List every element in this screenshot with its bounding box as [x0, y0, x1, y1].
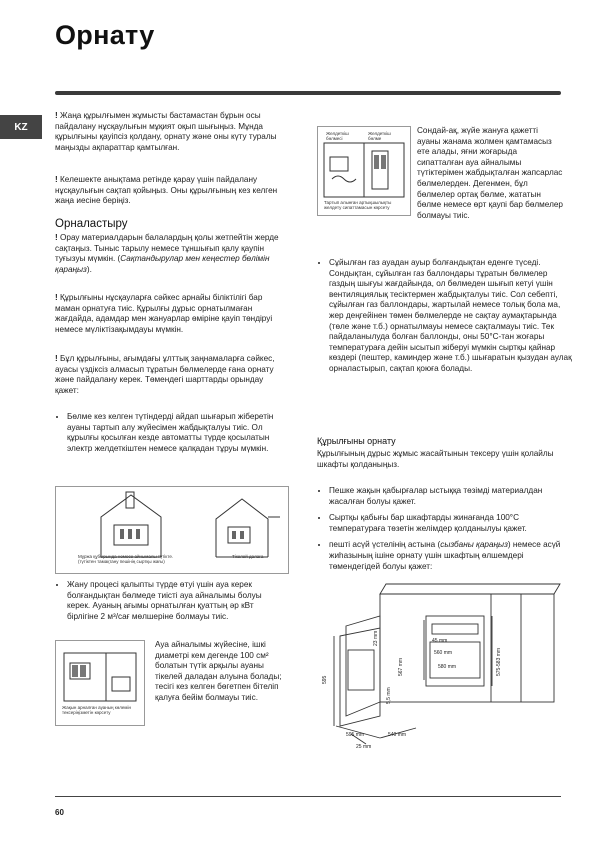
warning-mark: ! — [55, 175, 58, 184]
footer-divider — [55, 796, 561, 797]
installing-intro: Құрылғының дұрыс жұмыс жасайтынын тексеру үшін қолайлы шкафты қолданыңыз. — [317, 449, 554, 469]
intro-text: Жаңа құрылғымен жұмысты бастамастан бұрын осы пайдалану нұсқаулығын мұқият оқып шығыңыз. Мұнда құрылғыны қауіпсіз қолдану, орнату және оны күту туралы маңызды ақпараттар қамтылған. — [55, 111, 277, 152]
dim-5-5: 5,5 mm — [386, 687, 392, 704]
dim-23: 23 mm — [373, 630, 379, 646]
installer-paragraph — [55, 293, 287, 335]
warning-mark: ! — [55, 233, 58, 242]
dim-25: 25 mm — [356, 744, 372, 748]
warning-mark: ! — [55, 293, 58, 302]
title-divider — [55, 91, 561, 95]
list-item: • Сұйылған газ ауадан ауыр болғандықтан еденге түседі. Сондықтан, сұйылған газ баллондары тұратын бөлмелер газдың шығуы жағдайында, ол бөлмеден шығып кетуі үшін вентиляциялық тесіктермен жабдықталуы тиіс. Сол себепті, сұйылған газ баллондары, жартылай немесе толық бола ма, жер деңгейінен төмен бөлмелерде не сақтау аумақтарында (төле және т.б.) орнатылмауы немесе сақталмауы тиіс. Тек пайдаланылуда болған баллонды, оны 50°С-тан жоғары температураға дейін ысытып жіберуі мүмкін сыртқы қайнар көздері (пештер, каминдер және т.б.) шығаратын қызудан аулақ орналастырып, сақтап қоюға болады. — [329, 258, 573, 375]
dim-567: 567 mm — [398, 657, 404, 676]
list-item: • Жану процесі қалыпты түрде өтуі үшін ауа керек болғандықтан бөлмеде тиісті ауа айналымы болуы керек. Ауаның ағымы орнатылған қуаттың әр кВт бірлігіне 2 м³/сағ мөлшеріне болмауы тиіс. — [67, 580, 287, 622]
keep-manual-paragraph — [55, 175, 287, 207]
packaging-ref: Сақтандырулар мен кеңестер бөлімін қараңыз — [55, 254, 270, 274]
warning-mark: ! — [55, 354, 58, 363]
page-title: Орнату — [55, 20, 155, 50]
packaging-text-end: ). — [86, 264, 92, 274]
installing-list — [317, 486, 573, 578]
lpg-list — [317, 258, 573, 381]
dim-540: 540 mm — [388, 732, 407, 738]
bullet-ref: сызбаны қараңыз — [440, 540, 508, 550]
dim-575: 575-583 mm — [496, 647, 502, 676]
figure-extraction — [55, 486, 289, 574]
packaging-text: Орау материалдарын балалардың қолы жетпейтін жерде сақтаңыз. Тыныс тарылу немесе тұншығып қалу қаупін туғызуы мүмкін. ( — [55, 233, 279, 264]
language-tab: KZ — [0, 115, 42, 139]
label-right-room: Желдеткіш бөлме — [368, 131, 391, 141]
cabinet-dimension-diagram — [316, 576, 564, 748]
figure-air-inlet — [55, 640, 145, 726]
list-item: • Сыртқы қабығы бар шкафтарды жинағанда 100°С температураға төзетін желімдер қолданылуы қажет. — [329, 513, 573, 534]
figure-caption-direct: Тікелей далаға — [232, 554, 264, 559]
adjacent-text: Сондай-ақ, жүйе жануға қажетті ауаны жанама жолмен қамтамасыз ете алады, яғни жоғарыда сипатталған ауа айналымы түтіктерімен жабдықталған жапсарлас бөлмелерден. Дегенмен, бұл бөлмелер ортақ бөлме, жататын бөлме немесе өрт қаупі бар бөлмелер болмауы тиіс. — [417, 126, 563, 220]
label-left-room: Желдеткіш бөлмесі — [326, 131, 349, 141]
installing-heading: Құрылғыны орнату — [317, 436, 396, 446]
air-duct-paragraph: Ауа айналымы жүйесіне, ішкі диаметрі кем дегенде 100 см² болатын түтік арқылы ауаны тікелей даладан алуына болады; тесігі кез келген бөгетпен бітеліп қалуға бейім болмауы тиіс. — [155, 640, 282, 702]
dim-45: 45 mm — [432, 638, 448, 644]
page-number: 60 — [55, 808, 64, 817]
figure-caption-adjacent: Тартып алынған артықшылықты желдету сипаттамасын көрсету — [324, 200, 392, 210]
dim-595-v: 595 — [322, 675, 328, 684]
figure-caption-chimney: Мұржа құбырында немесе айнымалы түтікте. (түтіктен тамақтану пешінің сыртқы жағы) — [78, 554, 174, 564]
intro-paragraph — [55, 111, 287, 153]
list-item: • Бөлме кез келген түтіндерді айдап шығарып жіберетін ауаны тартып алу жүйесімен жабдықталуы тиіс. Ол құрылғы қосылған кезде автоматты түрде қосылатын электр желдеткіштен немесе қалқадан тұруы мүмкін. — [67, 412, 287, 454]
bullet-text-end: ) немесе асүй жиһазының ішіне орнату үшін шкафтың өлшемдері төмендегідей болуы қажет: — [329, 540, 561, 571]
packaging-paragraph — [55, 233, 287, 275]
list-item — [329, 540, 573, 572]
dim-595-h: 595 mm — [346, 732, 365, 738]
dim-580: 580 mm — [438, 664, 457, 670]
adjacent-text-wrap — [317, 126, 563, 221]
ventilation-text: Бұл құрылғыны, ағымдағы ұлттық заңнамаларға сәйкес, ауасы үздіксіз алмасып тұратын бөлмелерде ғана орнату және пайдалану керек. Төмендегі шарттарды орындау қажет: — [55, 354, 275, 395]
adjacent-paragraph — [317, 126, 563, 221]
dim-560: 560 mm — [434, 650, 453, 656]
combustion-list — [55, 580, 287, 628]
ventilation-paragraph — [55, 354, 287, 396]
placement-heading: Орналастыру — [55, 218, 128, 230]
list-item: • Пешке жақын қабырғалар ыстыққа төзімді материалдан жасалған болуы қажет. — [329, 486, 573, 507]
installer-text: Құрылғыны нұсқауларға сәйкес арнайы біліктілігі бар маман орнатуға тиіс. Құрылғы дұрыс орнатылмаған жағдайда, адамдар мен жануарлар өміріне қауіп төндіруі немесе мүліктізақымдауы мүмкін. — [55, 293, 273, 334]
keep-manual-text: Келешекте анықтама ретінде қарау үшін пайдалану нұсқаулығын сақтап қойыңыз. Оны құрылғының кез келген жаңа иесіне беріңіз. — [55, 175, 278, 206]
warning-mark: ! — [55, 111, 58, 120]
ventilation-list — [55, 412, 287, 460]
figure-caption-inlet: Жақын арналған ауаның көлемін тексеріңізметін көрсету — [62, 705, 131, 715]
bullet-text: пешті асүй үстелінің астына ( — [329, 540, 441, 550]
